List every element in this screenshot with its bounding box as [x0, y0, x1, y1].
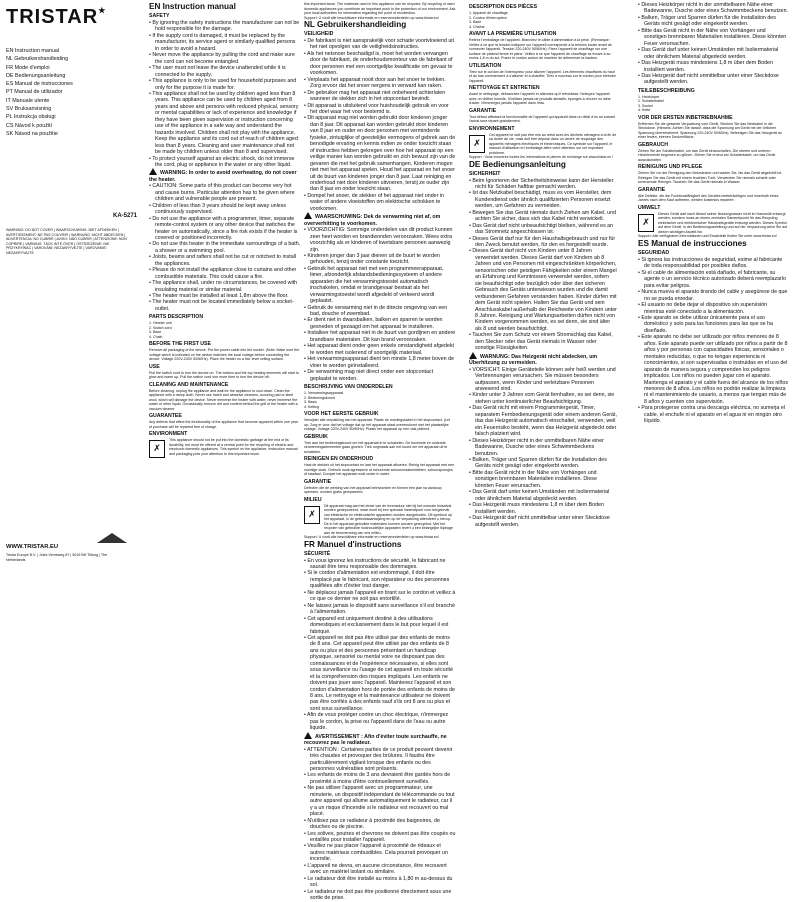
paragraph: Ziehen Sie vor der Reinigung den Netzstecker und warten Sie, bis das Gerät abgekühlt ist. Reinigen Sie das Gerät mit einem feuchten Tuch. Verwenden Sie niemals scharfe oder scheuernde Reiniger. Tauchen Sie das Gerät niemals in Wasser. [638, 171, 783, 185]
paragraph: This appliance should not be put into the domestic garbage at the end of its durability, but must be offered at a central point for the recycling of electric and electronic domestic appliances. This symbol on the appliance, instruction manual and packaging puts your attention to this important issue. [169, 438, 298, 456]
subheading: NETTOYAGE ET ENTRETIEN [469, 85, 540, 91]
paragraph: Verwijder alle verpakking van het apparaat. Plaats de voedingskabel in het stopcontact. (Let op: Zorg er voor dat het voltage dat op het apparaat staat overeenkomt met het plaatselijke voltage. Voltage 220V-240V 50/60Hz). Plaats het apparaat op een vlak plafond. [304, 418, 451, 432]
warning-do-not-cover: WARNUNG: Das Heizgerät nicht abdecken, um Überhitzung zu vermeiden. [469, 353, 598, 367]
subheading: UTILISATION [469, 62, 502, 69]
subheading: TEILEBESCHREIBUNG [638, 87, 695, 94]
dutch-column [304, 2, 456, 902]
bullet-item: • Bewegen Sie das Gerät niemals durch Ziehen am Kabel, und achten Sie sicher, dass sich das Kabel nicht verwickelt. [469, 210, 617, 223]
bullet-item: • This appliance shall not be used by children aged less than 8 years. This appliance can be used by children aged from 8 years and above and persons with reduced physical, sensory or mental capabilities or lack of experience and knowledge if they have been given supervision or instruction concerning use of the appliance in a safe way and understand the hazards involved. Children shall not play with the appliance. Keep the appliance and its cord out of reach of children aged less than 8 years. Cleaning and user maintenance shall not be made by children unless older than 8 and supervised. [149, 91, 301, 156]
paragraph: Entfernen Sie die gesamte Verpackung vom Gerät. Stecken Sie das Netzkabel in die Steckdose. (Hinweis: Achten Sie darauf, dass die Spannung am Gerät mit der örtlichen Spannung übereinstimmt. Spannung 220-240V 50/60Hz). Befestigen Sie das Heizgerät an einer festen, ebenen Deckenfläche. [638, 121, 782, 140]
bullet-item: • Bitte das Gerät nicht in der Nähe von Vorhängen und sonstigen brennbaren Materialien installieren. Diese könnten Feuer verursachen. [638, 28, 788, 47]
bullet-item: • Beim Ignorieren der Sicherheitshinweise kann der Hersteller nicht für Schäden haftbar gemacht werden. [469, 178, 617, 191]
bullet-item: • The heater must not be located immediately below a socket-outlet. [149, 299, 301, 312]
part-item: 2. Schalterkabel [638, 99, 664, 104]
subheading: BESCHRIJVING VAN ONDERDELEN [304, 384, 393, 391]
subheading: ENVIRONNEMENT [469, 125, 515, 132]
subheading: PARTS DESCRIPTION [149, 314, 204, 321]
subheading: CLEANING AND MAINTENANCE [149, 381, 229, 388]
warning-triangle-icon [304, 732, 312, 739]
paragraph: Before cleaning, unplug the appliance and wait for the appliance to cool down. Clean the appliance with a damp cloth. Never use harsh and abrasive cleaners, scouring pad or steel wool, which will damage the device. Never immerse the heater with water, never immerse the water or other liquid. Occasionally remove dirt and content behind the grill of the heater with a vacuum cleaner. [149, 388, 298, 411]
warning-triangle-icon [469, 352, 477, 359]
bullet-item: • Dieses Heizkörper nicht in der unmittelbaren Nähe einer Badewanne, Dusche oder eines Schwimmbeckens benutzen. [469, 438, 617, 457]
bullet-item: • Dieses Heizkörper nicht in der unmittelbaren Nähe einer Badewanne, Dusche oder eines Schwimmbeckens benutzen. [638, 2, 788, 15]
multilingual-warning: WARNING: DO NOT COVER | WAARSCHUWING: NIET AFDEKKEN | AVERTISSEMENT: NE PAS COUVRIR | WARNUNG: NICHT ABDECKEN | ADVERTENCIA: NO CUBRIR | AVISO: NÃO CUBRIR | ATTENZIONE: NON COPRIRE | VARNING: TÄCK INTE ÖVER | OSTRZEŻENIE: NIE PRZYKRYWAĆ | VAROVÁNÍ: NEZAKRÝVEJTE | VAROVANIE: NEZAKRÝVAJTE [6, 228, 127, 255]
subheading: MILIEU [304, 496, 322, 503]
paragraph: Pull the switch cord to turn the device on. The bottom and the top heating elements will start to glow and warm up. Pull the switch cord one more time to turn the device off. [149, 370, 299, 380]
bullet-item: • Kinder unter 3 Jahren vom Gerät fernhalten, es sei denn, sie stehen unter kontinuierlicher Beaufsichtigung. [469, 392, 617, 405]
bullet-item: • Si el cable de alimentación está dañado, el fabricante, su agente o un servicio técnico autorizado deberá reemplazarlo para evitar peligros. [638, 270, 788, 289]
bullet-item: • Veuillez ne pas placer l'appareil à proximité de rideaux et autres matériaux combustibles. Cela pourrait provoquer un incendie. [304, 843, 456, 862]
part-item: 3. Sockel [638, 103, 653, 108]
bullet-item: • CAUTION: Some parts of this product can become very hot and cause burns. Particular attention has to be given where children and vulnerable people are present. [149, 183, 301, 202]
bullet-item: • By ignoring the safety instructions the manufacturer can not be hold responsible for the damage. [149, 20, 301, 33]
paragraph: Haal de stekker uit het stopcontact en laat het apparaat afkoelen. Reinig het apparaat met een vochtige doek. Gebruik nooit agressieve of schurende schoonmaakmiddelen, schuursponsjes of staalwol. Dompel het apparaat nooit onder in water. [304, 463, 455, 477]
subheading: DESCRIPTION DES PIÈCES [469, 4, 538, 10]
parts-list [149, 321, 301, 339]
section-heading-en: EN Instruction manual [149, 2, 236, 11]
language-entry: CS Návod k použití [6, 122, 53, 129]
bullet-item: • Das Gerät darf nicht unbeaufsichtigt bleiben, während es an das Stromnetz angeschlossen ist. [469, 223, 617, 236]
paragraph: Tout défaut affectant la fonctionnalité de l'appareil qui apparaît dans un délai d'un an suivant l'achat sera réparé gratuitement. [469, 114, 616, 123]
language-entry: EN Instruction manual [6, 48, 60, 54]
subheading: REINIGUNG UND PFLEGE [638, 164, 703, 171]
bullet-item: • Nunca mueva el aparato tirando del cable y asegúrese de que no se pueda enredar. [638, 289, 788, 302]
language-entry: PL Instrukcja obsługi [6, 114, 56, 121]
subheading: UMWELT [638, 204, 661, 211]
language-entry: DE Bedienungsanleitung [6, 72, 66, 79]
bullet-item: • Das Heizgerät darf nicht unmittelbar unter einer Steckdose aufgestellt werden. [469, 515, 617, 528]
environment-row [149, 438, 301, 460]
bullet-item: • Dieses Gerät darf nicht von Kindern unter 8 Jahren verwendet werden. Dieses Gerät darf von Kindern ab 8 Jahren und von Personen mit eingeschränkten körperlichen, sensorischen oder geistigen Fähigkeiten oder einem Mangel an Erfahrung und Kenntnissen verwendet werden, sofern sie beaufsichtigt oder bezüglich oder über den sicheren Gebrauch des Geräts unterwiesen wurden und die damit verbundenen Gefahren verstanden haben. Kinder dürfen mit dem Gerät nicht spielen. Halten Sie das Gerät und sein Anschlusskabel außerhalb der Reichweite von Kindern unter 8 Jahren. Reinigung und Wartungsarbeiten dürfen nicht von Kindern vorgenommen werden, es sei denn, sie sind älter als 8 und werden beaufsichtigt. [469, 248, 617, 332]
part-item: 2. Bedieningskoord [304, 395, 335, 400]
warning-do-not-cover: WAARSCHUWING: Dek de verwarming niet af, om oververhitting te voorkomen. [304, 214, 441, 227]
subheading: SEGURIDAD [638, 249, 670, 256]
subheading: GARANTIE [638, 186, 666, 193]
paragraph: Alle Defekte, die die Funktionsfähigkeit des Gerätes beeinträchtigen und innerhalb eines Jahres nach dem Kauf auftreten, werden kostenlos repariert. [638, 193, 779, 203]
bullet-item: • Het apparaat dient onder geen enkele omstandigheid afgedekt te worden met isolerend of soortgelijk materiaal. [304, 343, 456, 356]
part-item: 4. Kette [638, 108, 651, 113]
paragraph: this important issue. The materials used in this appliance can be recycled. By recycling of used domestic appliances you contribute an important push to the protection of our environment. Ask your local authorities for information regarding the point of recollection. [304, 2, 456, 15]
language-entry: FR Mode d'emploi [6, 64, 50, 71]
subheading: GUARANTEE [149, 413, 182, 420]
warning-triangle-icon [304, 212, 312, 219]
language-entry: NL Gebruikershandleiding [6, 56, 69, 63]
bullet-item: • Het verwarmingsapparaat dient ten minste 1,8 meter boven de vloer te worden geïnstalleerd. [304, 356, 456, 369]
part-item: 1. Appareil de chauffage [469, 11, 508, 15]
paragraph: Defecten die de werking van het apparaat beïnvloeden en binnen één jaar na aankoop optreden, worden gratis gerepareerd. [304, 485, 442, 495]
bullet-item: • Do not use this heater in the immediate surroundings of a bath, a shower or a swimming pool. [149, 241, 301, 254]
subheading: ENVIRONMENT [149, 431, 188, 438]
environment-row [638, 212, 788, 235]
bullet-item: • Dit apparaat mag niet worden gebruikt door kinderen jonger dan 8 jaar. Dit apparaat kan worden gebruikt door kinderen van 8 jaar en ouder en door personen met verminderde fysieke, zintuiglijke of geestelijke vermogens of gebrek aan de benodigde ervaring en kennis indien ze onder toezicht staan of instructies hebben gekregen over hoe het apparaat op een veilige manier kan worden gebruikt en zich bewust zijn van de gevaren die met het gebruik samenhangen. Kinderen mogen niet met het apparaat spelen. Houd het apparaat en het snoer uit de buurt van kinderen jonger dan 8 jaar. Laat reiniging en onderhoud niet door kinderen uitvoeren, tenzij ze ouder zijn dan 8 jaar en onder toezicht staan. [304, 115, 456, 192]
paragraph: Remove all packaging of the device. Put the power cable into the socket. (Note: Make sure the voltage which is indicated on the device matches the local voltage before connecting the device. Voltage 220V-240V 50/60Hz). Place the heater on a flat, level ceiling surface. [149, 348, 300, 362]
parts-list [304, 391, 456, 409]
bullet-item: • Please do not install the appliance close to curtains and other combustible materials. This could cause a fire. [149, 267, 301, 280]
bullet-item: • Das Heizgerät muss mindestens 1,8 m über dem Boden installiert werden. [638, 60, 788, 73]
bullet-item: • Para protegerse contra una descarga eléctrica, no sumerja el cable, el enchufe ni el aparato en el agua ni en ningún otro líquido. [638, 405, 788, 424]
environment-row [469, 133, 617, 156]
bullet-item: • To protect yourself against an electric shock, do not immerse the cord, plug or appliance in the water or any other liquid. [149, 156, 301, 169]
subheading: SÉCURITÉ [304, 550, 331, 557]
english-column [149, 2, 301, 575]
bullet-item: • Si le cordon d'alimentation est endommagé, il doit être remplacé par le fabricant, son réparateur ou des personnes qualifiées afin d'éviter tout danger. [304, 570, 456, 589]
section-heading-fr: FR Manuel d'instructions [304, 539, 402, 549]
bullet-item: • Ne pas utiliser l'appareil avec un programmateur, une minuterie, un dispositif indépendant de télécommande ou tout autre appareil qui allume automatiquement le radiateur, car il y a un risque d'incendie si le radiateur est recouvert ou mal placé. [304, 785, 456, 817]
paragraph: Cet appareil ne doit pas être mis au rebut avec les déchets ménagers à la fin de sa durée de vie, mais doit être déposé dans un centre de recyclage des appareils ménagers électriques et électroniques. Ce symbole sur l'appareil, le manuel d'utilisation et l'emballage attire votre attention sur cet important problème. [489, 132, 617, 155]
bullet-item: • Le radiateur ne doit pas être positionné directement sous une sortie de prise. [304, 889, 456, 902]
environment-row [304, 504, 456, 536]
subheading: AVANT LA PREMIÈRE UTILISATION [469, 31, 557, 37]
bullet-item: • Als het netsnoer beschadigd is, moet het worden vervangen door de fabrikant, de onderhoudsmonteur van de fabrikant of door personen met een soortgelijke kwalificatie om gevaar te voorkomen. [304, 51, 456, 77]
bullet-item: • Le radiateur doit être installé au moins à 1,80 m au-dessus du sol. [304, 876, 456, 889]
support-note: Support : Vous trouverez toutes les informations et pièces de rechange sur www.tristar.eu ! [469, 155, 614, 159]
subheading: VOR DER ERSTEN INBETRIEBNAHME [638, 114, 733, 121]
safety-list-more [304, 747, 456, 902]
safety-list-more [304, 227, 456, 382]
bullet-item: • Installeer het apparaat niet in de buurt van gordijnen en andere brandbare materialen. Dit kan brand veroorzaken. [304, 330, 456, 343]
crossed-bin-icon: ✗ [638, 214, 654, 232]
support-note: Support: U vindt alle beschikbare informatie en reserveonderdelen op www.tristar.eu! [304, 535, 439, 540]
subheading: SAFETY [149, 13, 170, 19]
warning-do-not-cover: WARNING: In order to avoid overheating, do not cover the heater. [149, 170, 297, 183]
brand-logo: TRISTAR★ [6, 6, 107, 28]
corner-triangle-icon [97, 533, 127, 543]
language-entry: SK Návod na použitie [6, 130, 58, 137]
language-entry: PT Manual de utilizador [6, 89, 63, 96]
crossed-bin-icon: ✗ [304, 506, 320, 524]
crossed-bin-icon: ✗ [149, 440, 165, 458]
subheading: VEILIGHEID [304, 31, 334, 37]
bullet-item: • Les solives, poutres et chevrons ne doivent pas être coupés ou entaillés pour installer l'appareil. [304, 831, 456, 844]
subheading: BEFORE THE FIRST USE [149, 341, 211, 348]
part-item: 3. Base [149, 330, 162, 335]
part-item: 3. Basis [304, 400, 317, 405]
bullet-item: • Das Gerät darf unter keinen Umständen mit Isoliermaterial oder ähnlichem Material abgedeckt werden. [469, 489, 617, 502]
language-entry: ES Manual de instrucciones [6, 81, 73, 88]
model-number: KA-5271 [113, 213, 138, 219]
bullet-item: • Das Gerät nicht mit einem Programmiergerät, Timer, separatem Fernbedienungsgerät oder einem anderen Gerät, das das Heizgerät automatisch einschaltet, verwenden, weil ein Feuerrisiko besteht, wenn das Heizgerät abgedeckt oder falsch platziert wird. [469, 405, 617, 437]
bullet-item: • VOORZICHTIG: Sommige onderdelen van dit product kunnen zeer heet worden en brandwonden veroorzaken. Wees extra voorzichtig als er kinderen of kwetsbare personen aanwezig zijn. [304, 227, 456, 253]
paragraph: Trek aan het bedieningskoord om het apparaat in te schakelen. De bovenste en onderste verwarmingselementen gaan gloeien. Trek nogmaals aan het koord om het apparaat uit te schakelen. [304, 440, 448, 454]
part-item: 1. Heizkörper [638, 94, 660, 99]
bullet-item: • Ist das Netzkabel beschädigt, muss es vom Hersteller, dem Kundendienst oder ähnlich qualifizierten Personen ersetzt werden, um Gefahren zu vermeiden. [469, 190, 617, 209]
section-heading-nl: NL Gebruikershandleiding [304, 20, 407, 29]
bullet-item: • The heater must be installed at least 1,8m above the floor. [149, 293, 301, 299]
support-note: Support: Alle verfügbaren Informationen und Ersatzteile finden Sie unter www.tristar.eu! [638, 234, 777, 239]
part-item: 4. Chain [149, 334, 163, 339]
language-list [6, 47, 73, 138]
bullet-item: • Kinderen jonger dan 3 jaar dienen uit de buurt te worden gehouden, tenzij onder constante toezicht. [304, 253, 456, 266]
safety-list [149, 20, 301, 168]
subheading: USE [149, 363, 160, 370]
warning-triangle-icon [149, 168, 157, 175]
bullet-item: • Joists, beams and rafters shall not be cut or notched to install the appliances. [149, 254, 301, 267]
safety-list [304, 38, 456, 212]
bullet-item: • Bitte das Gerät nicht in der Nähe von Vorhängen und sonstigen brennbaren Materialien installieren. Diese könnten Feuer verursachen. [469, 470, 617, 489]
part-item: 3. Base [469, 20, 482, 24]
bullet-item: • ATTENTION : Certaines parties de ce produit peuvent devenir très chaudes et provoquer des brûlures. Il faudra être particulièrement vigilant lorsque des enfants ou des personnes vulnérables sont présents. [304, 747, 456, 773]
cover-column [0, 0, 140, 575]
subheading: GARANTIE [304, 478, 332, 485]
bullet-item: • Ne déplacez jamais l'appareil en tirant sur le cordon et veillez à ce que ce dernier ne soit pas entortillé. [304, 590, 456, 603]
support-note: Support: U vindt alle beschikbare informatie en reserveonderdelen op www.tristar.eu! [304, 15, 439, 20]
bullet-item: • The user must not leave the device unattended while it is connected to the supply. [149, 65, 301, 78]
bullet-item: • Dompel het snoer, de stekker of het apparaat niet onder in water of andere vloeistoffen om elektrische schokken te voorkomen. [304, 193, 456, 212]
company-address: Tristar Europe B.V. | Jules Verneweg 87 | 5015 BH Tilburg | The Netherlands [6, 553, 108, 562]
bullet-item: • N'utilisez pas ce radiateur à proximité des baignoires, de douches ou de piscine. [304, 818, 456, 831]
part-item: 1. Verwarmingsapparaat [304, 391, 343, 396]
part-item: 4. Ketting [304, 404, 320, 409]
parts-list [638, 95, 788, 113]
bullet-item: • Das Heizgerät muss mindestens 1,8 m über dem Boden installiert werden. [469, 502, 617, 515]
bullet-item: • Ne laissez jamais le dispositif sans surveillance s'il est branché à l'alimentation. [304, 603, 456, 616]
bullet-item: • Never move the appliance by pulling the cord and make sure the cord can not become entangled. [149, 52, 301, 65]
parts-list [469, 11, 617, 29]
paragraph: Dieses Gerät darf nach Ablauf seiner Nutzungsdauer nicht im Hausmüll entsorgt werden, sondern muss an einem zentralen Sammelpunkt für das Recycling elektrischer und elektronischer Haushaltsgeräte entsorgt werden. Dieses Symbol auf dem Gerät, in der Bedienungsanleitung und auf der Verpackung weist Sie auf diesen wichtigen Aspekt hin. [658, 211, 788, 234]
bullet-item: • Dieses Gerät darf nur für den Haushaltsgebrauch und nur für den Zweck benutzt werden, für den es hergestellt wurde. [469, 236, 617, 249]
part-item: 1. Header unit [149, 321, 172, 326]
german-column [469, 2, 617, 575]
bullet-item: • If the supply cord is damaged, it must be replaced by the manufacturer, its service agent or similarly qualified persons in order to avoid a hazard. [149, 33, 301, 52]
section-heading-de: DE Bedienungsanleitung [469, 159, 566, 169]
paragraph: Avant le nettoyage, débranchez l'appareil et attendez qu'il refroidisse. Nettoyez l'appareil avec un chiffon humide. N'utilisez jamais de produits abrasifs, éponges à récurer ou laine d'acier. N'immergez jamais l'appareil dans l'eau. [469, 92, 611, 105]
safety-list [304, 558, 456, 732]
website-link[interactable]: WWW.TRISTAR.EU [6, 544, 59, 550]
bullet-item: • Este aparato se debe utilizar únicamente para el uso doméstico y solo para las funciones para las que se ha diseñado. [638, 315, 788, 334]
safety-list-more-de [638, 2, 788, 86]
bullet-item: • Les enfants de moins de 3 ans devraient être gardés hors de proximité à moins d'être continuellement surveillés. [304, 772, 456, 785]
bullet-item: • L'appareil ne devra, en aucune circonstance, être recouvert avec un matériel isolant ou similaire. [304, 863, 456, 876]
warning-do-not-cover: AVERTISSEMENT : Afin d'éviter toute surchauffe, ne recouvrez pas le radiateur. [304, 733, 447, 747]
bullet-item: • De verwarming mag niet direct onder een stopcontact geplaatst te worden. [304, 369, 456, 382]
bullet-item: • Gebruik de verwarming niet in de directe omgeving van een bad, douche of zwembad. [304, 305, 456, 318]
bullet-item: • En vous ignorez les instructions de sécurité, le fabricant ne saurait être tenu responsable des dommages. [304, 558, 456, 571]
part-item: 4. Chaîne [469, 24, 485, 29]
subheading: GARANTIE [469, 107, 497, 114]
bullet-item: • VORSICHT: Einige Geräteteile können sehr heiß werden und Verbrennungen verursachen. Sie müssen besonders aufpassen, wenn Kinder und verletzbare Personen anwesend sind. [469, 367, 617, 393]
bullet-item: • Afin de vous protéger contre un choc électrique, n'immergez pas le cordon, la prise ou l'appareil dans de l'eau ou autre liquide. [304, 712, 456, 731]
bullet-item: • The appliance shall, under no circumstances, be covered with insulating material or similar material. [149, 280, 301, 293]
bullet-item: • Cet appareil est uniquement destiné à des utilisations domestiques et exclusivement dans le but pour lequel il est fabriqué. [304, 616, 456, 635]
bullet-item: • Gebruik het apparaat niet met een programmeerapparaat, timer, afzonderlijk afstandsbedieningssysteem of andere apparaten die het verwarmingstoestel automatisch inschakelen, omdat er brandgevaar bestaat als het verwarmingstoestel wordt afgedekt of verkeerd wordt geplaatst. [304, 266, 456, 305]
part-item: 2. Cordon d'interrupteur [469, 15, 507, 20]
bullet-item: • De fabrikant is niet aansprakelijk voor schade voortvloeiend uit het niet opvolgen van de veiligheidsinstructies. [304, 38, 456, 51]
subheading: GEBRAUCH [638, 141, 668, 148]
paragraph: Any defects that affect the functionality of the appliance that become apparent within one year of purchase will be repaired free of charge. [149, 420, 298, 429]
bullet-item: • Children of less than 3 years should be kept away unless continuously supervised. [149, 203, 301, 216]
bullet-item: • Balken, Träger und Sparren dürfen für die Installation des Geräts nicht gesägt oder eingekerbt werden. [638, 15, 788, 28]
bullet-item: • Este aparato no debe ser utilizado por niños menores de 8 años. Este aparato puede ser utilizado por niños a partir de 8 años y por personas con capacidades físicas, sensoriales o mentales reducidas, o que no tengan experiencia ni conocimientos, si son supervisadas o instruidas en el uso del aparato de manera segura y comprenden los peligros implicados. Los niños no pueden jugar con el aparato. Mantenga el aparato y el cable fuera del alcance de los niños menores de 8 años. Los niños no podrán realizar la limpieza ni el mantenimiento de usuario, a menos que tengan más de 8 años y cuenten con supervisión. [638, 334, 788, 405]
subheading: SICHERHEIT [469, 170, 501, 177]
paragraph: Ziehen Sie am Schalterkabel, um das Gerät einzuschalten. Die oberen und unteren Heizelemente beginnen zu glühen. Ziehen Sie erneut am Schalterkabel, um das Gerät auszuschalten. [638, 148, 776, 162]
language-entry: SV Bruksanvisning [6, 106, 52, 113]
safety-list-more [149, 183, 301, 312]
safety-list [469, 178, 617, 352]
bullet-item: • Er dient niet in dwarsbalken, balken en sparren te worden gesneden of gezaagd om het apparaat te installeren. [304, 317, 456, 330]
spanish-column [638, 2, 788, 575]
paragraph: Dit apparaat mag aan het einde van de levensduur niet bij het normale huisafval worden gedeponeerd, maar moet bij een speciaal inzamelpunt voor hergebruik van elektrische en elektronische apparaten worden aangeboden. Dit symbool op het apparaat, in de gebruiksaanwijzing en op de verpakking attendeert u hierop. De in het apparaat gebruikte materialen kunnen worden gerecycled. Met het recyclen van gebruikte huishoudelijke apparaten levert u een belangrijke bijdrage aan de bescherming van ons milieu. [324, 503, 453, 535]
bullet-item: • Das Gerät darf unter keinen Umständen mit Isoliermaterial oder ähnlichem Material abgedeckt werden. [638, 47, 788, 60]
bullet-item: • This appliance is only to be used for household purposes and only for the purpose it is made for. [149, 78, 301, 91]
subheading: REINIGEN EN ONDERHOUD [304, 456, 374, 463]
bullet-item: • Si ignora las instrucciones de seguridad, exime al fabricante de toda responsabilidad por posibles daños. [638, 257, 788, 270]
crossed-bin-icon: ✗ [469, 135, 485, 153]
section-heading-es: ES Manual de instrucciones [638, 238, 747, 248]
paragraph: Retirez l'emballage de l'appareil. Branchez le câble d'alimentation à la prise. (Remarque : Veillez à ce que la tension indiquée sur l'appareil corresponde à la tension locale avant de connecter l'appareil. Tension 220-240V 50/60Hz). Fixez l'appareil de chauffage sur une surface de plafond ferme et plane. Veillez à ce que l'appareil de chauffage se trouve à au moins 1,8 m du sol. Posez le cordon autour de manière de déterminer la hauteur. [469, 38, 612, 60]
bullet-item: • De gebruiker mag het apparaat niet onbeheerd achterlaten wanneer de stekker zich in het stopcontact bevindt. [304, 90, 456, 103]
subheading: VOOR HET EERSTE GEBRUIK [304, 411, 379, 418]
bullet-item: • Verplaats het apparaat nooit door aan het snoer te trekken. Zorg ervoor dat het snoer nergens in verward kan raken. [304, 77, 456, 90]
subheading: GEBRUIK [304, 433, 328, 440]
bullet-item: • Tauchen Sie zum Schutz vor einem Stromschlag das Kabel, den Stecker oder das Gerät niemals in Wasser oder sonstige Flüssigkeiten. [469, 332, 617, 351]
bullet-item: • Cet appareil ne doit pas être utilisé par des enfants de moins de 8 ans. Cet appareil peut être utilisé par des enfants de 8 ans ou plus et des personnes présentant un handicap physique, sensoriel ou mental voire ne disposant pas des connaissances et de l'expérience nécessaires, si elles sont sous surveillance ou l'usage de cet appareil en toute sécurité et la compréhension des risques impliqués. Les enfants ne doivent pas jouer avec l'appareil. Maintenez l'appareil et son cordon d'alimentation hors de portée des enfants de moins de 8 ans. Le nettoyage et la maintenance utilisateur ne doivent pas être confiés à des enfants sauf s'ils ont 8 ans ou plus et sont sous surveillance. [304, 635, 456, 712]
bullet-item: • Do not use the appliance with a programmer, timer, separate remote-control system or any other device that switches the heater on automatically, since a fire risk exists if the heater is covered or positioned incorrectly. [149, 216, 301, 242]
part-item: 2. Switch cord [149, 325, 172, 330]
safety-list-more [469, 367, 617, 528]
paragraph: Tirez sur le cordon de l'interrupteur pour allumer l'appareil. Les éléments chauffants du haut et du bas commencent à s'allumer et à chauffer. Tirez à nouveau sur le cordon pour éteindre l'appareil. [469, 69, 616, 83]
bullet-item: • Balken, Träger und Sparren dürfen für die Installation des Geräts nicht gesägt oder eingekerbt werden. [469, 457, 617, 470]
bullet-item: • Das Heizgerät darf nicht unmittelbar unter einer Steckdose aufgestellt werden. [638, 73, 788, 86]
bullet-item: • El usuario no debe dejar el dispositivo sin supervisión mientras esté conectado a la alimentación. [638, 302, 788, 315]
bullet-item: • Dit apparaat is uitsluitend voor huishoudelijk gebruik en voor het doel waar het voor bestemd is. [304, 103, 456, 116]
language-entry: IT Manuale utente [6, 97, 50, 104]
safety-list [638, 257, 788, 425]
